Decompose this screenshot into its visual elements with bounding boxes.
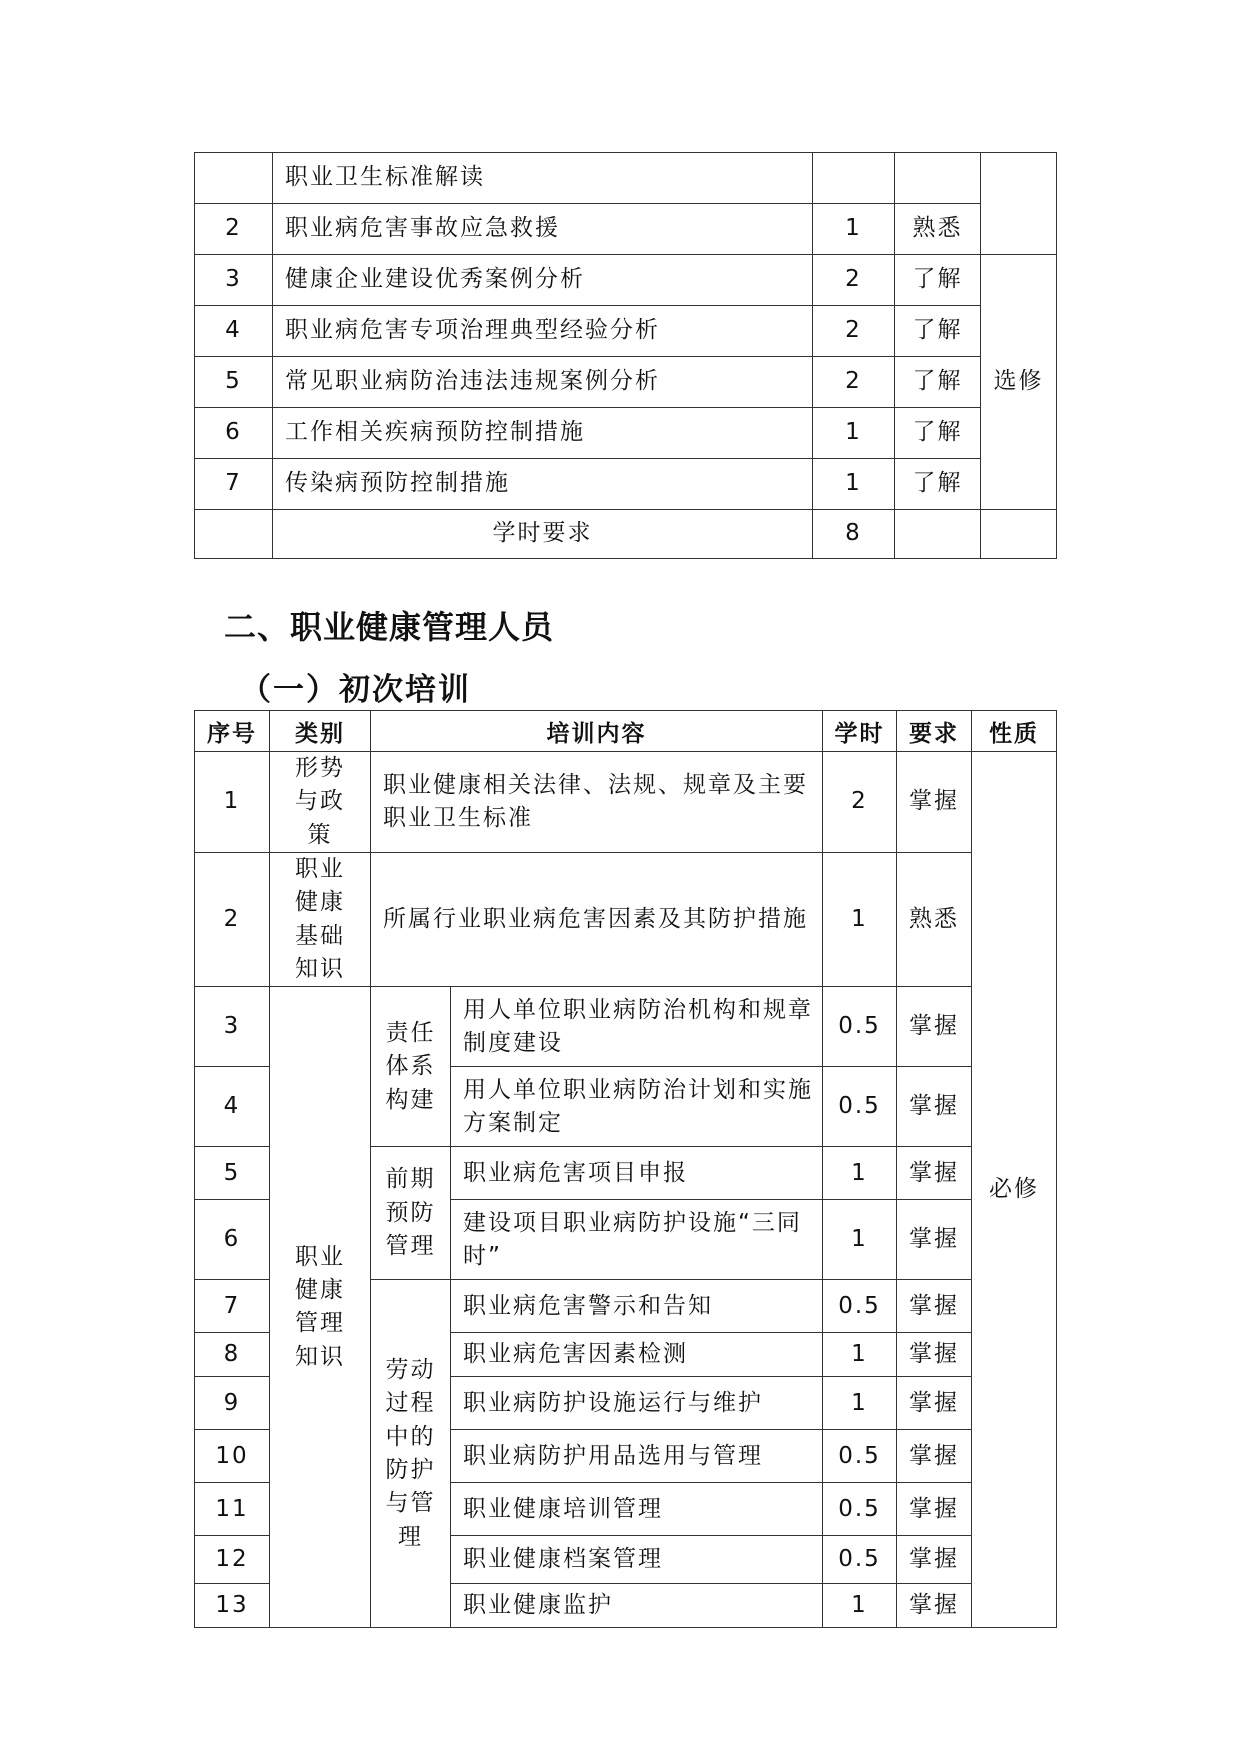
total-row	[195, 510, 1057, 559]
course-requirement: 掌握	[897, 1200, 972, 1280]
row-number: 2	[195, 853, 270, 987]
header-no: 序号	[195, 711, 270, 752]
table-row	[195, 987, 1057, 1067]
table-row	[195, 459, 1057, 510]
course-hours: 1	[823, 1333, 897, 1377]
course-hours: 0.5	[823, 1067, 897, 1147]
course-requirement: 掌握	[897, 987, 972, 1067]
course-requirement: 掌握	[897, 1280, 972, 1333]
course-content: 职业健康相关法律、法规、规章及主要职业卫生标准	[371, 752, 823, 853]
row-number: 4	[195, 306, 273, 357]
course-requirement: 熟悉	[897, 853, 972, 987]
course-content: 用人单位职业病防治计划和实施方案制定	[451, 1067, 823, 1147]
row-number: 8	[195, 1333, 270, 1377]
course-hours: 1	[813, 459, 895, 510]
course-content: 用人单位职业病防治机构和规章制度建设	[451, 987, 823, 1067]
row-number: 7	[195, 459, 273, 510]
header-category: 类别	[270, 711, 371, 752]
course-requirement	[895, 153, 981, 204]
course-hours: 0.5	[823, 1536, 897, 1584]
course-content: 常见职业病防治违法违规案例分析	[273, 357, 813, 408]
course-hours: 0.5	[823, 1280, 897, 1333]
total-requirement	[895, 510, 981, 559]
row-number: 6	[195, 408, 273, 459]
category-label: 职业健康基础知识	[295, 856, 345, 983]
table-row	[195, 204, 1057, 255]
row-number	[195, 510, 273, 559]
category-cell	[270, 752, 371, 853]
table-row	[195, 306, 1057, 357]
row-number: 5	[195, 357, 273, 408]
subsection-heading: （一）初次培训	[240, 672, 471, 708]
course-requirement: 了解	[895, 255, 981, 306]
category-knowledge-label: 职业健康管理知识	[295, 1243, 345, 1370]
course-requirement: 掌握	[897, 1536, 972, 1584]
course-hours: 1	[813, 204, 895, 255]
course-hours: 0.5	[823, 1483, 897, 1536]
course-hours: 2	[813, 357, 895, 408]
course-hours: 1	[813, 408, 895, 459]
row-number: 7	[195, 1280, 270, 1333]
table-row	[195, 752, 1057, 853]
course-content: 传染病预防控制措施	[273, 459, 813, 510]
course-content: 健康企业建设优秀案例分析	[273, 255, 813, 306]
course-hours: 2	[813, 255, 895, 306]
elective-label: 选修	[981, 255, 1057, 510]
row-number: 6	[195, 1200, 270, 1280]
table-row	[195, 255, 1057, 306]
course-hours: 2	[823, 752, 897, 853]
course-requirement: 了解	[895, 306, 981, 357]
course-content: 工作相关疾病预防控制措施	[273, 408, 813, 459]
subcategory-responsibility-label: 责任体系构建	[385, 1019, 436, 1113]
course-requirement: 掌握	[897, 1584, 972, 1628]
total-hours: 8	[813, 510, 895, 559]
course-content: 职业病危害专项治理典型经验分析	[273, 306, 813, 357]
category-cell	[270, 987, 371, 1628]
continued-course-table	[194, 152, 1057, 559]
course-hours: 1	[823, 1147, 897, 1200]
course-content: 所属行业职业病危害因素及其防护措施	[371, 853, 823, 987]
course-hours: 1	[823, 853, 897, 987]
row-number: 2	[195, 204, 273, 255]
row-number: 10	[195, 1430, 270, 1483]
course-content: 职业病危害项目申报	[451, 1147, 823, 1200]
row-number: 9	[195, 1377, 270, 1430]
course-requirement: 掌握	[897, 1377, 972, 1430]
required-label: 必修	[972, 752, 1057, 1628]
course-hours: 1	[823, 1584, 897, 1628]
table-row	[195, 357, 1057, 408]
row-number: 1	[195, 752, 270, 853]
row-number: 3	[195, 987, 270, 1067]
course-hours: 0.5	[823, 1430, 897, 1483]
course-content: 职业健康培训管理	[451, 1483, 823, 1536]
course-hours: 1	[823, 1200, 897, 1280]
row-number: 5	[195, 1147, 270, 1200]
table-row	[195, 853, 1057, 987]
course-requirement: 掌握	[897, 1333, 972, 1377]
course-nature-cell	[981, 153, 1057, 255]
course-content: 职业病危害因素检测	[451, 1333, 823, 1377]
course-content: 建设项目职业病防护设施“三同时”	[451, 1200, 823, 1280]
course-content: 职业卫生标准解读	[273, 153, 813, 204]
header-nature: 性质	[972, 711, 1057, 752]
total-label: 学时要求	[273, 510, 813, 559]
row-number: 12	[195, 1536, 270, 1584]
header-hours: 学时	[823, 711, 897, 752]
table-row	[195, 408, 1057, 459]
subcategory-cell	[371, 1280, 451, 1628]
course-requirement: 掌握	[897, 1430, 972, 1483]
header-requirement: 要求	[897, 711, 972, 752]
course-requirement: 掌握	[897, 1147, 972, 1200]
course-content: 职业病防护设施运行与维护	[451, 1377, 823, 1430]
category-label: 形势与政策	[295, 755, 345, 848]
course-requirement: 了解	[895, 357, 981, 408]
table-row	[195, 153, 1057, 204]
course-requirement: 了解	[895, 459, 981, 510]
course-requirement: 了解	[895, 408, 981, 459]
row-number: 13	[195, 1584, 270, 1628]
row-number	[195, 153, 273, 204]
course-content: 职业病危害事故应急救援	[273, 204, 813, 255]
course-hours: 0.5	[823, 987, 897, 1067]
course-requirement: 掌握	[897, 1483, 972, 1536]
course-requirement: 熟悉	[895, 204, 981, 255]
course-requirement: 掌握	[897, 752, 972, 853]
course-content: 职业病防护用品选用与管理	[451, 1430, 823, 1483]
course-content: 职业健康档案管理	[451, 1536, 823, 1584]
subcategory-cell	[371, 987, 451, 1147]
subcategory-cell	[371, 1147, 451, 1280]
section-heading: 二、职业健康管理人员	[224, 608, 555, 646]
initial-training-table	[194, 710, 1057, 1628]
table-header-row	[195, 711, 1057, 752]
course-hours: 1	[823, 1377, 897, 1430]
total-nature	[981, 510, 1057, 559]
row-number: 11	[195, 1483, 270, 1536]
course-hours	[813, 153, 895, 204]
course-content: 职业健康监护	[451, 1584, 823, 1628]
row-number: 3	[195, 255, 273, 306]
row-number: 4	[195, 1067, 270, 1147]
category-cell	[270, 853, 371, 987]
subcategory-labor-label: 劳动过程中的防护与管理	[385, 1356, 436, 1550]
course-content: 职业病危害警示和告知	[451, 1280, 823, 1333]
subcategory-prevention-label: 前期预防管理	[385, 1166, 436, 1260]
course-hours: 2	[813, 306, 895, 357]
header-content: 培训内容	[371, 711, 823, 752]
course-requirement: 掌握	[897, 1067, 972, 1147]
